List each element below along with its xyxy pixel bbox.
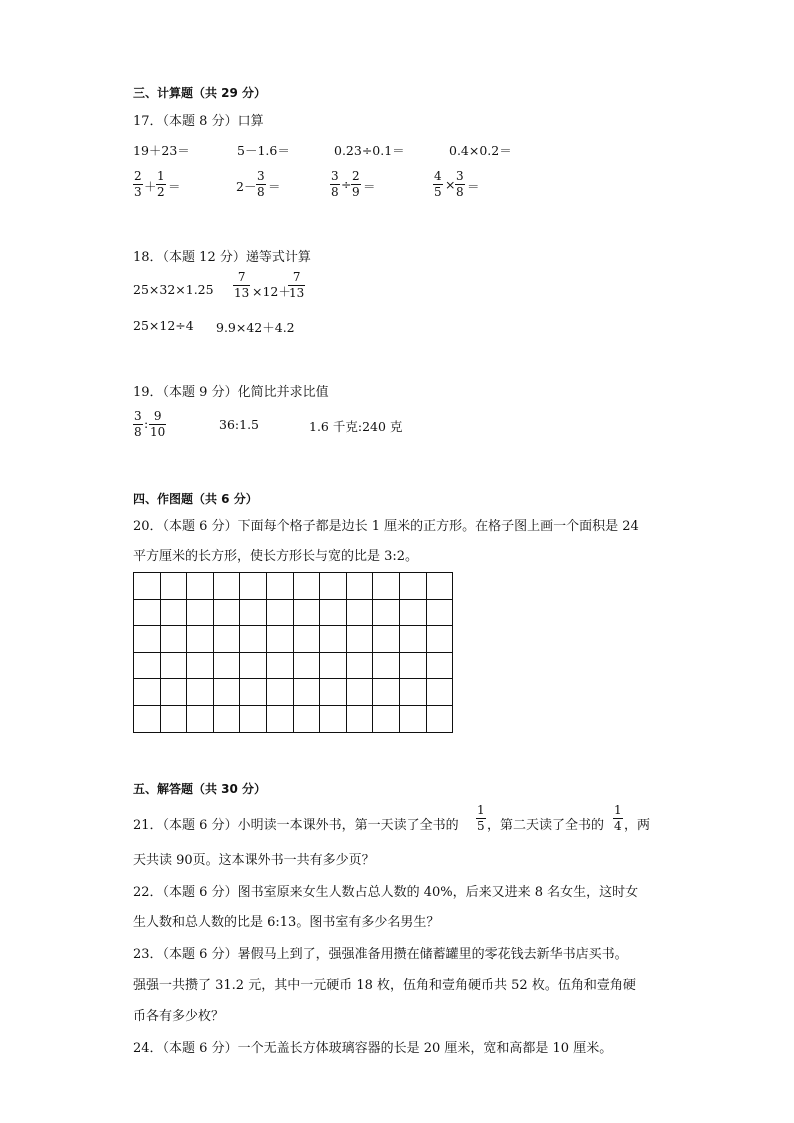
section-title-calculation: 三、计算题（共 29 分）: [133, 86, 267, 100]
grid-cell[interactable]: [373, 653, 400, 680]
grid-cell[interactable]: [187, 600, 214, 627]
question-22-line-2: 生人数和总人数的比是 6:13。图书室有多少名男生？: [133, 915, 440, 930]
question-23-line-1: 23．（本题 6 分）暑假马上到了，强强准备用攒在储蓄罐里的零花钱去新华书店买书。: [133, 947, 628, 962]
grid-cell[interactable]: [134, 573, 161, 600]
grid-cell[interactable]: [320, 706, 347, 733]
grid-cell[interactable]: [320, 573, 347, 600]
grid-cell[interactable]: [161, 573, 188, 600]
grid-cell[interactable]: [320, 600, 347, 627]
grid-cell[interactable]: [427, 626, 454, 653]
grid-cell[interactable]: [267, 679, 294, 706]
grid-cell[interactable]: [427, 573, 454, 600]
question-19-header: 19．（本题 9 分）化简比并求比值: [133, 385, 329, 400]
question-17-header: 17．（本题 8 分）口算: [133, 114, 264, 129]
grid-cell[interactable]: [187, 706, 214, 733]
q17-item-1: 19＋23＝: [133, 143, 190, 158]
q19-ratio-3: 1.6 千克:240 克: [309, 419, 403, 434]
grid-cell[interactable]: [347, 626, 374, 653]
grid-cell[interactable]: [294, 573, 321, 600]
question-24-line-1: 24．（本题 6 分）一个无盖长方体玻璃容器的长是 20 厘米，宽和高都是 10 厘米。: [133, 1041, 613, 1056]
fraction: $\frac{4}{5}$: [434, 169, 442, 199]
section-title-drawing: 四、作图题（共 6 分）: [133, 492, 258, 506]
grid-cell[interactable]: [400, 653, 427, 680]
fraction: $\frac{9}{10}$: [150, 409, 166, 439]
grid-cell[interactable]: [400, 626, 427, 653]
grid-cell[interactable]: [187, 626, 214, 653]
grid-cell[interactable]: [240, 600, 267, 627]
question-23-line-2: 强强一共攒了 31.2 元，其中一元硬币 18 枚，伍角和壹角硬币共 52 枚。伍角和壹角硬: [133, 978, 636, 993]
grid-cell[interactable]: [294, 706, 321, 733]
fraction: $\frac{1}{2}$: [157, 169, 165, 199]
grid-cell[interactable]: [214, 679, 241, 706]
grid-cell[interactable]: [400, 679, 427, 706]
grid-cell[interactable]: [267, 573, 294, 600]
q18-expression-1: 25×32×1.25: [133, 282, 214, 297]
fraction: $\frac{1}{5}$: [477, 803, 485, 833]
grid-cell[interactable]: [347, 600, 374, 627]
grid-cell[interactable]: [347, 679, 374, 706]
grid-cell[interactable]: [373, 706, 400, 733]
grid-cell[interactable]: [240, 573, 267, 600]
fraction: $\frac{3}{8}$: [331, 169, 339, 199]
grid-cell[interactable]: [214, 626, 241, 653]
grid-cell[interactable]: [320, 626, 347, 653]
grid-cell[interactable]: [294, 626, 321, 653]
question-20-line-2: 平方厘米的长方形，使长方形长与宽的比是 3:2。: [133, 549, 419, 564]
grid-cell[interactable]: [187, 653, 214, 680]
grid-cell[interactable]: [240, 626, 267, 653]
grid-cell[interactable]: [161, 679, 188, 706]
grid-cell[interactable]: [267, 706, 294, 733]
grid-cell[interactable]: [294, 600, 321, 627]
fraction: $\frac{3}{8}$: [456, 169, 464, 199]
question-22-line-1: 22．（本题 6 分）图书室原来女生人数占总人数的 40%，后来又进来 8 名女生，这时女: [133, 885, 639, 900]
grid-cell[interactable]: [373, 600, 400, 627]
grid-cell[interactable]: [134, 626, 161, 653]
grid-cell[interactable]: [347, 573, 374, 600]
question-20-line-1: 20．（本题 6 分）下面每个格子都是边长 1 厘米的正方形。在格子图上画一个面积是 24: [133, 519, 639, 534]
q17-item-4: 0.4×0.2＝: [449, 143, 512, 158]
grid-cell[interactable]: [294, 653, 321, 680]
grid-cell[interactable]: [294, 679, 321, 706]
grid-cell[interactable]: [214, 573, 241, 600]
grid-cell[interactable]: [400, 706, 427, 733]
grid-cell[interactable]: [161, 653, 188, 680]
grid-cell[interactable]: [427, 653, 454, 680]
grid-cell[interactable]: [267, 600, 294, 627]
grid-cell[interactable]: [267, 653, 294, 680]
q18-expression-3: 25×12÷4: [133, 318, 194, 333]
grid-cell[interactable]: [134, 706, 161, 733]
grid-cell[interactable]: [267, 626, 294, 653]
grid-cell[interactable]: [214, 600, 241, 627]
grid-cell[interactable]: [347, 706, 374, 733]
grid-cell[interactable]: [400, 573, 427, 600]
grid-cell[interactable]: [214, 706, 241, 733]
square-grid[interactable]: [133, 572, 453, 733]
question-23-line-3: 币各有多少枚？: [133, 1009, 225, 1024]
grid-cell[interactable]: [134, 679, 161, 706]
grid-cell[interactable]: [187, 679, 214, 706]
grid-cell[interactable]: [427, 600, 454, 627]
q19-ratio-2: 36:1.5: [219, 417, 259, 432]
fraction: $\frac{2}{9}$: [352, 169, 360, 199]
q17-item-2: 5－1.6＝: [237, 143, 290, 158]
grid-cell[interactable]: [373, 679, 400, 706]
grid-cell[interactable]: [373, 626, 400, 653]
fraction: $\frac{2}{3}$: [134, 169, 142, 199]
question-21-line-2: 天共读 90页。这本课外书一共有多少页？: [133, 853, 375, 868]
grid-cell[interactable]: [161, 706, 188, 733]
grid-cell[interactable]: [373, 573, 400, 600]
grid-cell[interactable]: [214, 653, 241, 680]
fraction: $\frac{7}{13}$: [289, 270, 305, 300]
grid-cell[interactable]: [320, 653, 347, 680]
grid-cell[interactable]: [187, 573, 214, 600]
section-title-solutions: 五、解答题（共 30 分）: [133, 782, 267, 796]
fraction: $\frac{7}{13}$: [234, 270, 250, 300]
grid-cell[interactable]: [427, 679, 454, 706]
fraction: $\frac{3}{8}$: [257, 169, 265, 199]
grid-cell[interactable]: [240, 679, 267, 706]
question-18-header: 18．（本题 12 分）递等式计算: [133, 250, 311, 265]
grid-cell[interactable]: [320, 679, 347, 706]
grid-cell[interactable]: [134, 600, 161, 627]
grid-cell[interactable]: [161, 626, 188, 653]
grid-cell[interactable]: [240, 706, 267, 733]
grid-cell[interactable]: [427, 706, 454, 733]
grid-cell[interactable]: [134, 653, 161, 680]
grid-cell[interactable]: [240, 653, 267, 680]
q17-item-3: 0.23÷0.1＝: [334, 143, 405, 158]
grid-cell[interactable]: [400, 600, 427, 627]
q18-expression-4: 9.9×42＋4.2: [216, 320, 295, 335]
grid-cell[interactable]: [161, 600, 188, 627]
fraction: $\frac{3}{8}$: [134, 409, 142, 439]
grid-cell[interactable]: [347, 653, 374, 680]
fraction: $\frac{1}{4}$: [614, 803, 622, 833]
